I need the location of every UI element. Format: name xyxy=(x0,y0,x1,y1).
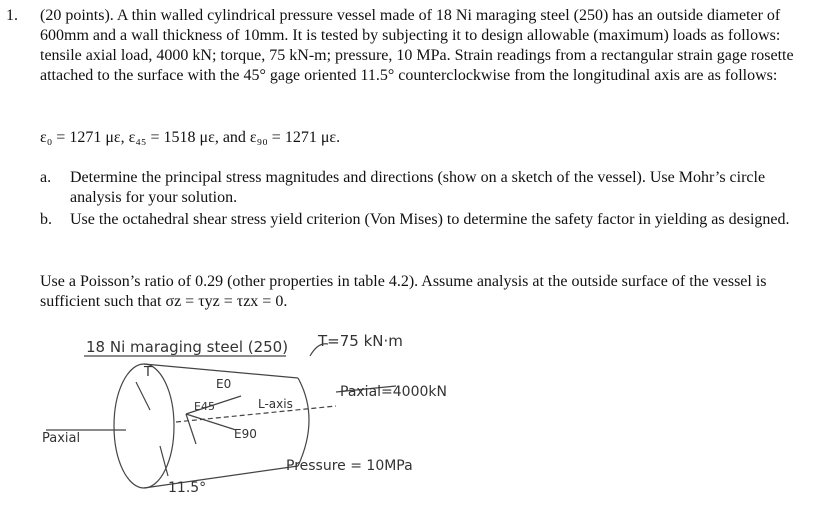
vessel-end-left xyxy=(114,364,174,488)
sketch-axis-label: L-axis xyxy=(258,397,293,411)
sketch-e0: E0 xyxy=(216,377,232,391)
sketch-t-label: T xyxy=(144,365,152,380)
sketch-axial-label: Paxial=4000kN xyxy=(340,384,447,400)
task-label: b. xyxy=(40,211,52,228)
gage-e90-line xyxy=(186,414,196,444)
task-text: Use the octahedral shear stress yield criterion (Von Mises) to determine the safety factor in yielding as designed. xyxy=(70,211,790,228)
sketch-torque-label: T=75 kN·m xyxy=(318,332,403,350)
vessel-end-right xyxy=(298,378,309,466)
vessel-top-edge xyxy=(144,364,298,378)
problem-number: 1. xyxy=(6,7,18,24)
task-text: Determine the principal stress magnitudes and directions (show on a sketch of the vessel). Use Mohr’s circle analysis for your solution. xyxy=(70,169,766,206)
torque-vessel-arrow-icon xyxy=(136,382,150,410)
vessel-sketch xyxy=(36,326,476,506)
task-item-b xyxy=(40,210,820,230)
sketch-material-label: 18 Ni maraging steel (250) xyxy=(86,338,289,356)
problem-intro: (20 points). A thin walled cylindrical pressure vessel made of 18 Ni maraging steel (250) has an outside diameter of 600mm and a wall thickness of 10mm. It is tested by subjecting it to design allowable (maximum) loads as follows: tensile axial load, 4000 kN; torque, 75 kN-m; pressure, 10 MPa. Strain readings from a rectangular strain gage rosette attached to the surface with the 45° gage oriented 11.5° counterclockwise from the longitudinal axis are as follows: xyxy=(40,7,794,84)
sketch-e45: E45 xyxy=(194,400,215,413)
sketch-axial-left-label: Paxial xyxy=(42,431,81,446)
task-label: a. xyxy=(40,169,52,186)
strain-readings: ε₀ = 1271 με, ε₄₅ = 1518 με, and ε₉₀ = 1271 με. xyxy=(40,129,341,146)
task-list xyxy=(40,168,820,232)
sketch-e90: E90 xyxy=(234,427,257,441)
assumption-paragraph: Use a Poisson’s ratio of 0.29 (other properties in table 4.2). Assume analysis at the outside surface of the vessel is sufficient such that σz = τyz = τzx = 0. xyxy=(40,273,767,310)
sketch-pressure-label: Pressure = 10MPa xyxy=(286,458,413,474)
sketch-angle-label: 11.5° xyxy=(168,480,207,496)
task-item-a xyxy=(40,168,820,208)
